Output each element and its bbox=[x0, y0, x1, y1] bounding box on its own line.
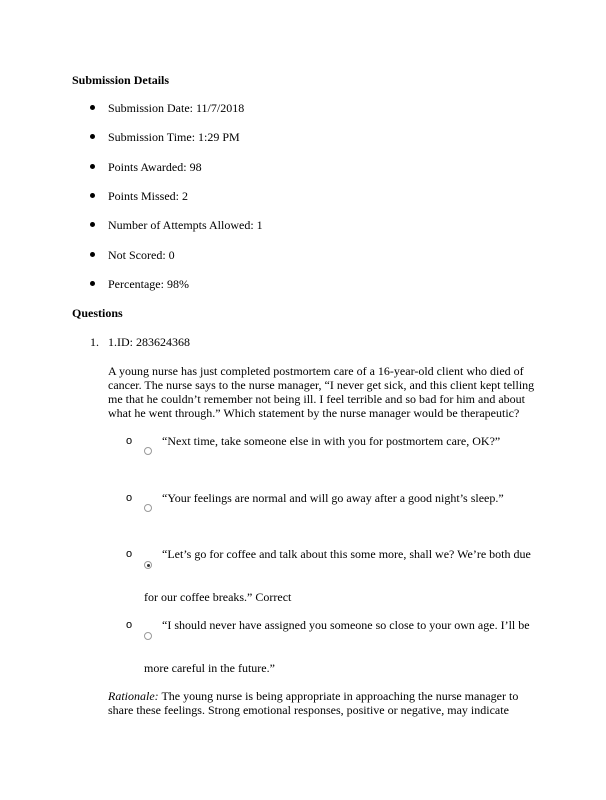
attempts-allowed: Number of Attempts Allowed: 1 bbox=[108, 218, 263, 232]
bullet-icon bbox=[90, 281, 95, 286]
option-marker: o bbox=[126, 435, 133, 447]
not-scored: Not Scored: 0 bbox=[108, 248, 175, 262]
submission-time: Submission Time: 1:29 PM bbox=[108, 130, 240, 144]
option-text: “Your feelings are normal and will go away after a good night’s sleep.” bbox=[162, 491, 504, 505]
bullet-icon bbox=[90, 193, 95, 198]
option-marker: o bbox=[126, 548, 133, 560]
rationale-text: The young nurse is being appropriate in approaching the nurse manager to bbox=[158, 689, 519, 703]
bullet-icon bbox=[90, 134, 95, 139]
option-marker: o bbox=[126, 492, 133, 504]
submission-heading: Submission Details bbox=[72, 73, 170, 87]
bullet-icon bbox=[90, 252, 95, 257]
stem-line: what he went through.” Which statement by the nurse manager would be therapeutic? bbox=[108, 406, 520, 420]
question-id: 1.ID: 283624368 bbox=[108, 335, 190, 349]
option-text: “Let’s go for coffee and talk about this some more, shall we? We’re both due bbox=[162, 547, 531, 561]
rationale-label: Rationale: bbox=[108, 689, 159, 703]
bullet-icon bbox=[90, 222, 95, 227]
radio-button[interactable] bbox=[144, 632, 152, 640]
option-marker: o bbox=[126, 619, 133, 631]
option-text-continued: more careful in the future.” bbox=[144, 661, 275, 675]
radio-button-selected[interactable] bbox=[144, 561, 152, 569]
percentage: Percentage: 98% bbox=[108, 277, 189, 291]
rationale-line: share these feelings. Strong emotional responses, positive or negative, may indicate bbox=[108, 703, 509, 717]
stem-line: cancer. The nurse says to the nurse manager, “I never get sick, and this client kept telling bbox=[108, 378, 535, 392]
option-text-continued: for our coffee breaks.” Correct bbox=[144, 590, 292, 604]
rationale-line bbox=[108, 689, 518, 703]
stem-line: me that he couldn’t remember not being ill. I feel terrible and so bad for him and about bbox=[108, 392, 525, 406]
bullet-icon bbox=[90, 105, 95, 110]
radio-button[interactable] bbox=[144, 447, 152, 455]
option-text: “I should never have assigned you someone so close to your own age. I’ll be bbox=[162, 618, 530, 632]
option-text: “Next time, take someone else in with you for postmortem care, OK?” bbox=[162, 434, 501, 448]
points-awarded: Points Awarded: 98 bbox=[108, 160, 202, 174]
radio-button[interactable] bbox=[144, 504, 152, 512]
bullet-icon bbox=[90, 164, 95, 169]
submission-date: Submission Date: 11/7/2018 bbox=[108, 101, 245, 115]
questions-heading: Questions bbox=[72, 306, 123, 320]
points-missed: Points Missed: 2 bbox=[108, 189, 189, 203]
stem-line: A young nurse has just completed postmortem care of a 16-year-old client who died of bbox=[108, 364, 524, 378]
question-number: 1. bbox=[90, 335, 99, 349]
